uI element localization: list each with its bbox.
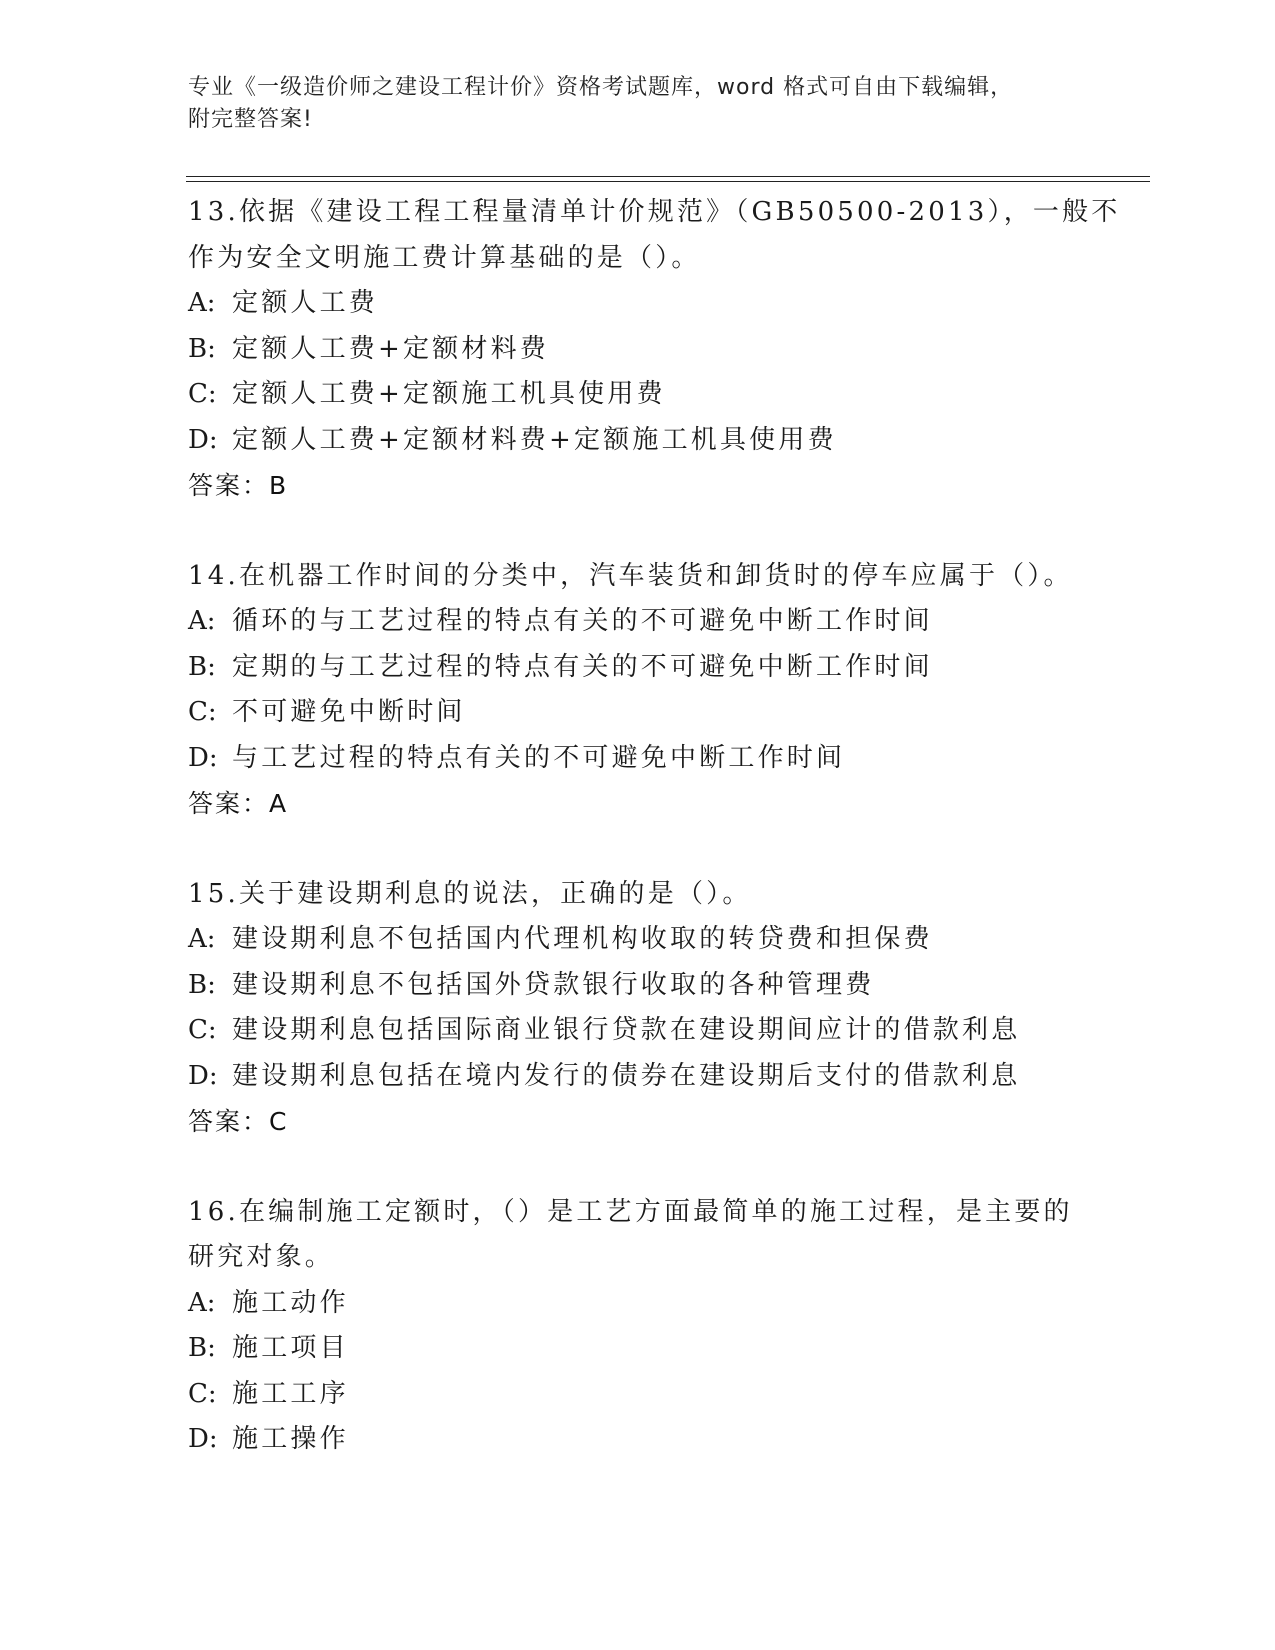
option-b: [188, 963, 1088, 1009]
document-header: [188, 72, 1068, 136]
option-letter: B:: [188, 333, 216, 364]
option-b: [188, 327, 1088, 373]
option-text: 定额人工费: [232, 288, 379, 318]
option-letter: B:: [188, 651, 216, 682]
option-letter: D:: [188, 1060, 218, 1091]
option-c: [188, 1008, 1088, 1054]
option-a: [188, 281, 1088, 327]
option-letter: C:: [188, 1378, 217, 1409]
option-text: 循环的与工艺过程的特点有关的不可避免中断工作时间: [232, 606, 933, 636]
option-letter: D:: [188, 1424, 218, 1454]
option-letter: D:: [188, 424, 218, 455]
answer: 答案：C: [188, 1107, 289, 1136]
option-letter: A:: [188, 924, 216, 954]
option-letter: C:: [188, 697, 217, 727]
header-divider-top: [186, 176, 1150, 177]
option-d: [188, 418, 1088, 464]
option-text: 建设期利息包括在境内发行的债券在建设期后支付的借款利息: [232, 1060, 1021, 1091]
option-text: 施工动作: [232, 1287, 349, 1318]
option-text: 定额人工费+定额材料费: [232, 333, 549, 364]
option-c: [188, 690, 1088, 736]
question-15: [188, 872, 1088, 1145]
option-text: 施工项目: [232, 1333, 349, 1363]
answer: 答案：B: [188, 471, 289, 500]
question-stem: 13.依据《建设工程工程量清单计价规范》（GB50500-2013），一般不: [188, 197, 1121, 227]
option-text: 定额人工费+定额施工机具使用费: [232, 379, 666, 409]
header-line-1: 专业《一级造价师之建设工程计价》资格考试题库，word 格式可自由下载编辑，: [188, 75, 1014, 100]
option-c: [188, 1372, 1088, 1418]
header-line-2: 附完整答案!: [188, 107, 313, 132]
option-letter: B:: [188, 1333, 216, 1363]
question-stem: 14.在机器工作时间的分类中，汽车装货和卸货时的停车应属于（）。: [188, 560, 1073, 591]
option-a: [188, 917, 1088, 963]
option-a: [188, 599, 1088, 645]
question-list: [188, 190, 1121, 1463]
question-13: [188, 190, 1121, 509]
option-text: 与工艺过程的特点有关的不可避免中断工作时间: [232, 742, 846, 773]
option-letter: C:: [188, 1015, 217, 1045]
option-c: [188, 372, 1088, 418]
answer: 答案：A: [188, 789, 289, 818]
option-letter: A:: [188, 1287, 216, 1318]
option-letter: B:: [188, 969, 216, 1000]
option-d: [188, 736, 1088, 782]
option-letter: D:: [188, 742, 218, 773]
question-stem-continued: 研究对象。: [188, 1242, 335, 1272]
option-letter: C:: [188, 379, 217, 409]
spacer: [188, 509, 1088, 554]
question-stem-continued: 作为安全文明施工费计算基础的是（）。: [188, 242, 701, 273]
option-letter: A:: [188, 606, 216, 636]
option-b: [188, 1326, 1088, 1372]
option-text: 施工工序: [232, 1378, 349, 1409]
question-14: [188, 554, 1088, 827]
option-d: [188, 1417, 1088, 1463]
question-stem: 15.关于建设期利息的说法，正确的是（）。: [188, 878, 752, 909]
option-text: 建设期利息不包括国外贷款银行收取的各种管理费: [232, 969, 875, 1000]
option-b: [188, 645, 1088, 691]
question-16: [188, 1190, 1088, 1463]
option-text: 定额人工费+定额材料费+定额施工机具使用费: [232, 424, 837, 455]
option-letter: A:: [188, 288, 216, 318]
option-text: 施工操作: [232, 1424, 349, 1454]
option-a: [188, 1281, 1088, 1327]
spacer: [188, 827, 1088, 872]
question-stem: 16.在编制施工定额时，（）是工艺方面最简单的施工过程，是主要的: [188, 1196, 1073, 1227]
option-text: 定期的与工艺过程的特点有关的不可避免中断工作时间: [232, 651, 933, 682]
option-text: 建设期利息不包括国内代理机构收取的转贷费和担保费: [232, 924, 933, 954]
option-text: 不可避免中断时间: [232, 697, 466, 727]
header-divider-bottom: [186, 181, 1150, 182]
spacer: [188, 1145, 1088, 1190]
option-text: 建设期利息包括国际商业银行贷款在建设期间应计的借款利息: [232, 1015, 1021, 1045]
option-d: [188, 1054, 1088, 1100]
